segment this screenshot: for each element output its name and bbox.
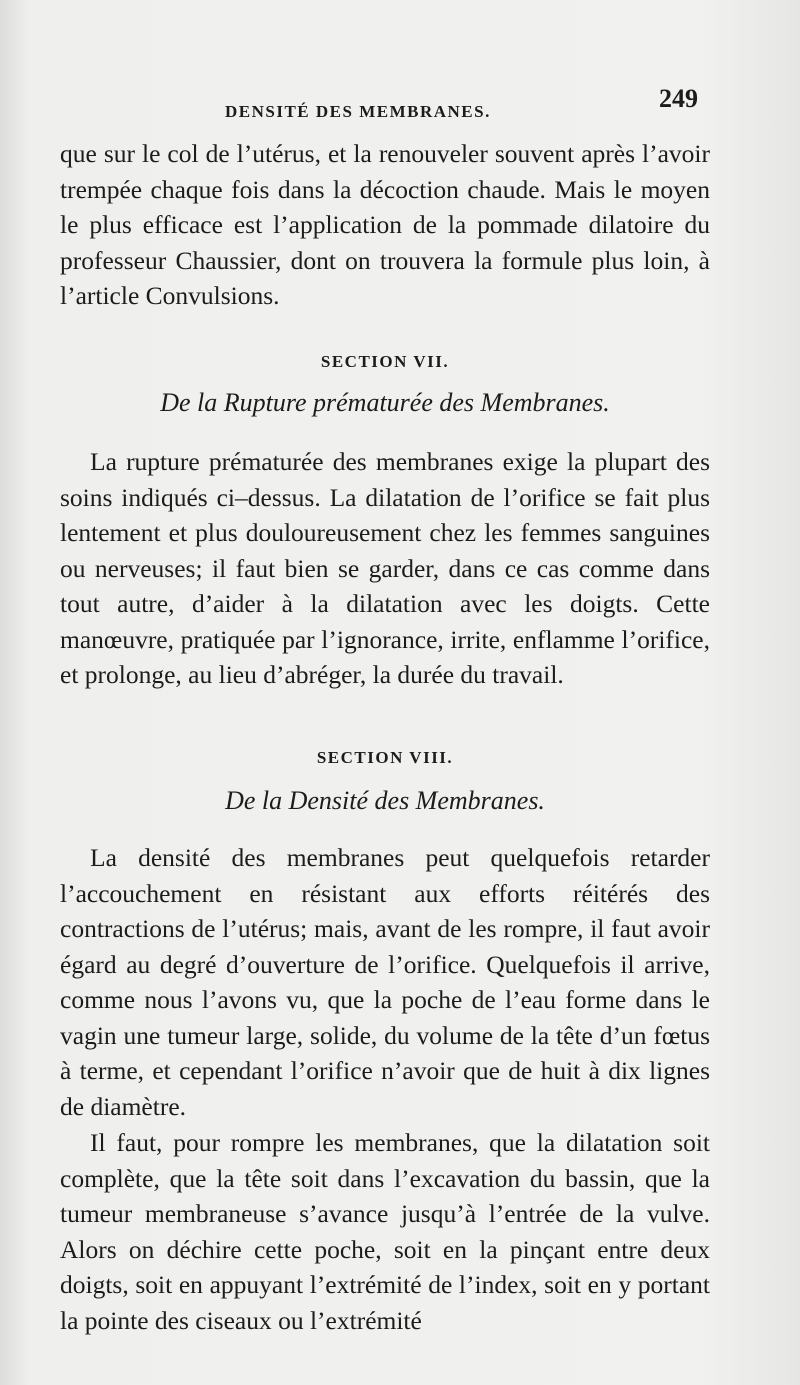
section-heading: SECTION VII. <box>320 352 450 371</box>
section-title: De la Rupture prématurée des Membranes. <box>160 388 610 417</box>
continuation-paragraph <box>60 136 710 314</box>
section-heading: SECTION VIII. <box>316 748 454 767</box>
section-body <box>60 840 710 1124</box>
section-body <box>60 444 710 693</box>
page-number: 249 <box>659 84 698 113</box>
continuation-text: que sur le col de l’utérus, et la renouveler souvent après l’avoir trempée chaque fois dans la décoction chaude. Mais le moyen le plus efficace est l’application de la pommade dilatoire du professeur Chaussier, dont on trouvera la formule plus loin, à l’article Convulsions. <box>60 139 710 310</box>
section-body-continued <box>60 1125 710 1338</box>
paragraph: La densité des membranes peut quelquefois retarder l’accouchement en résistant aux efforts réitérés des contractions de l’utérus; mais, avant de les rompre, il faut avoir égard au degré d’ouverture de l’orifice. Quelquefois il arrive, comme nous l’avons vu, que la poche de l’eau forme dans le vagin une tumeur large, solide, du volume de la tête d’un fœtus à terme, et cependant l’orifice n’avoir que de huit à dix lignes de diamètre. <box>60 843 710 1121</box>
paragraph: Il faut, pour rompre les membranes, que la dilatation soit complète, que la tête soit dans l’excavation du bassin, que la tumeur membraneuse s’avance jusqu’à l’entrée de la vulve. Alors on déchire cette poche, soit en la pinçant entre deux doigts, soit en appuyant l’extrémité de l’index, soit en y portant la pointe des ciseaux ou l’extrémité <box>60 1128 710 1335</box>
page-header <box>60 82 710 122</box>
paragraph: La rupture prématurée des membranes exige la plupart des soins indiqués ci–dessus. La dilatation de l’orifice se fait plus lentement et plus douloureusement chez les femmes sanguines ou nerveuses; il faut bien se garder, dans ce cas comme dans tout autre, d’aider à la dilatation avec les doigts. Cette manœuvre, pratiquée par l’ignorance, irrite, enflamme l’orifice, et prolonge, au lieu d’abréger, la durée du travail. <box>60 447 710 689</box>
running-head: DENSITÉ DES MEMBRANES. <box>225 102 491 121</box>
section-title: De la Densité des Membranes. <box>225 786 545 815</box>
